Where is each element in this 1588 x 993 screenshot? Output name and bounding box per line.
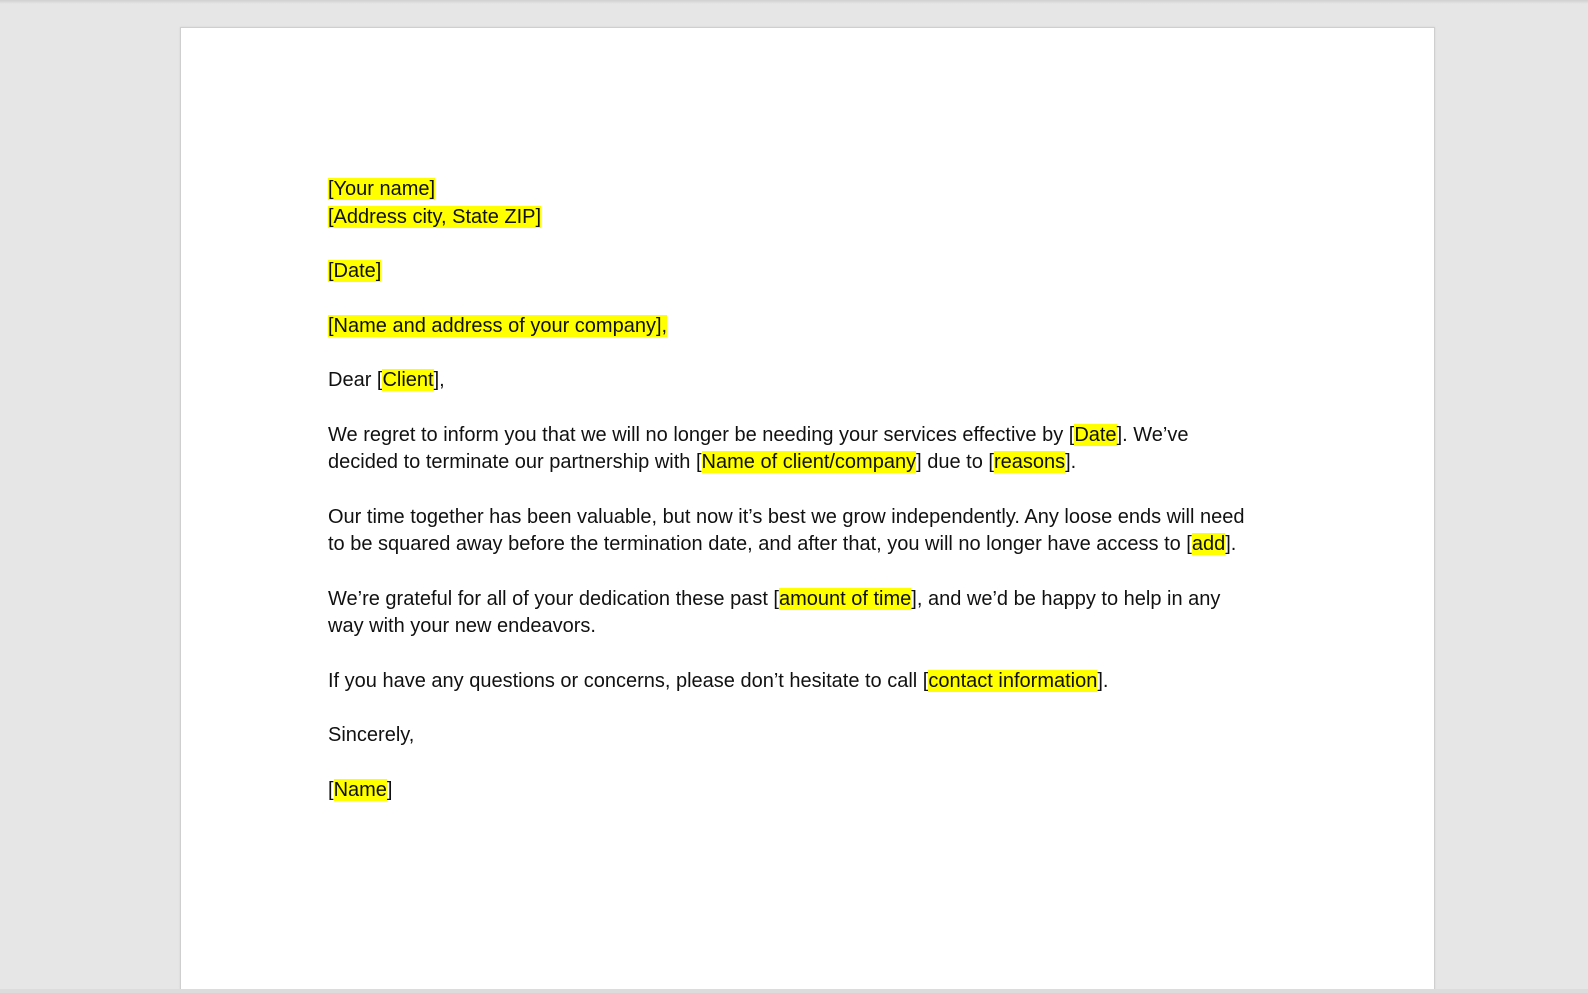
effective-date-placeholder[interactable]: Date: [1074, 423, 1117, 446]
text-run: decided to terminate our partnership with [: [328, 451, 702, 473]
salutation-prefix: Dear [: [328, 369, 383, 391]
amount-of-time-placeholder[interactable]: amount of time: [779, 587, 912, 610]
letter-body: [328, 176, 1298, 831]
text-run: ], and we’d be happy to help in any: [911, 587, 1221, 610]
paragraph-line: way with your new endeavors.: [328, 615, 596, 637]
bottom-border: [0, 989, 1588, 993]
sender-address-placeholder[interactable]: [Address city, State ZIP]: [328, 205, 542, 228]
text-run: ] due to [: [916, 451, 994, 473]
text-run: ].: [1225, 533, 1237, 555]
salutation: [328, 367, 1298, 395]
closing: Sincerely,: [328, 724, 415, 746]
sender-name-line: [328, 176, 1298, 204]
paragraph-line: [328, 531, 1298, 559]
add-placeholder[interactable]: add: [1191, 533, 1226, 555]
text-run: ].: [1065, 451, 1077, 473]
signature-suffix: ]: [386, 778, 393, 801]
company-placeholder[interactable]: [Name and address of your company],: [328, 314, 668, 337]
salutation-suffix: ],: [433, 369, 445, 391]
paragraph-line: [328, 449, 1298, 477]
signature-prefix: [: [328, 778, 334, 801]
signature-name-placeholder[interactable]: Name: [333, 778, 387, 801]
paragraph-termination: [328, 422, 1298, 477]
client-company-placeholder[interactable]: Name of client/company: [701, 451, 917, 473]
text-run: ].: [1097, 669, 1109, 692]
contact-information-placeholder[interactable]: contact information: [928, 669, 1098, 692]
signature: [328, 777, 1298, 805]
ribbon-shadow: [0, 0, 1588, 4]
text-run: ]. We’ve: [1116, 423, 1189, 446]
company-line: [328, 313, 1298, 341]
text-run: We regret to inform you that we will no longer be needing your services effective by [: [328, 423, 1075, 446]
sender-block: [328, 176, 1298, 231]
document-page[interactable]: [180, 27, 1435, 991]
paragraph-line: Our time together has been valuable, but now it’s best we grow independently. Any loose ends will need: [328, 505, 1245, 528]
sender-name-placeholder[interactable]: [Your name]: [328, 178, 436, 200]
text-run: If you have any questions or concerns, please don’t hesitate to call [: [328, 669, 929, 692]
date-placeholder[interactable]: [Date]: [328, 260, 382, 282]
paragraph-line: [328, 422, 1298, 450]
reasons-placeholder[interactable]: reasons: [993, 451, 1066, 473]
paragraph-transition: [328, 504, 1298, 559]
text-run: We’re grateful for all of your dedication these past [: [328, 587, 779, 610]
sender-address-line: [328, 204, 1298, 232]
text-run: to be squared away before the termination date, and after that, you will no longer have access to [: [328, 533, 1192, 555]
paragraph-contact: [328, 668, 1298, 696]
client-placeholder[interactable]: Client: [382, 369, 434, 391]
paragraph-line: [328, 586, 1298, 614]
paragraph-gratitude: [328, 586, 1298, 641]
date-line: [328, 258, 1298, 286]
